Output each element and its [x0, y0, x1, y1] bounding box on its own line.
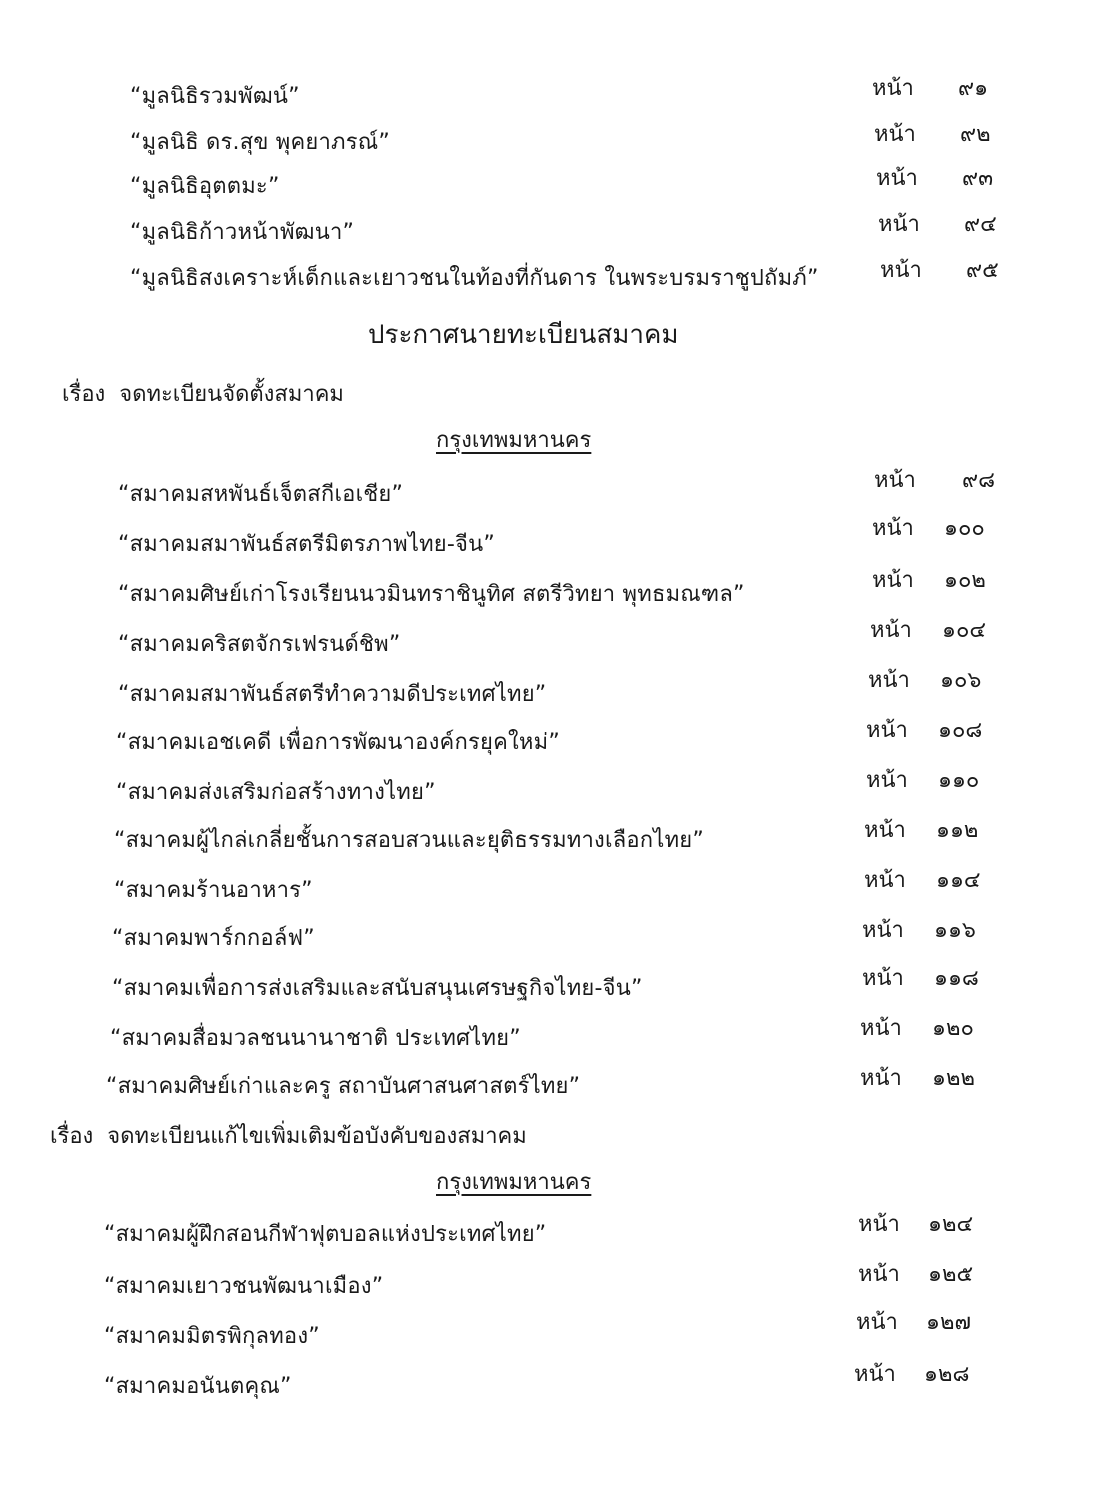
page-number: ๙๑ [958, 76, 989, 101]
page-label: หน้า [858, 1212, 900, 1237]
association-name: “สมาคมศิษย์เก่าและครู สถาบันศาสนศาสตร์ไทย” [106, 1074, 581, 1099]
page-number: ๑๑๐ [938, 768, 980, 793]
page-label: หน้า [872, 568, 914, 593]
list-item [0, 206, 1099, 246]
list-item [0, 160, 1099, 200]
list-item [0, 1010, 1099, 1050]
page-number: ๑๒๕ [928, 1262, 974, 1287]
page-number: ๑๑๖ [934, 918, 976, 943]
page-number: ๙๓ [962, 166, 994, 191]
page-number: ๑๐๒ [944, 568, 986, 593]
foundation-name: “มูลนิธิก้าวหน้าพัฒนา” [130, 220, 355, 245]
association-name: “สมาคมสื่อมวลชนนานาชาติ ประเทศไทย” [110, 1026, 521, 1051]
province-heading: กรุงเทพมหานคร [436, 428, 592, 453]
page-number: ๑๒๘ [924, 1362, 970, 1387]
list-item [0, 116, 1099, 156]
page-label: หน้า [876, 166, 918, 191]
page-number: ๑๑๘ [934, 966, 979, 991]
association-name: “สมาคมผู้ไกล่เกลี่ยชั้นการสอบสวนและยุติธรรมทางเลือกไทย” [114, 828, 704, 853]
association-name: “สมาคมมิตรพิกุลทอง” [104, 1324, 320, 1349]
list-item [0, 662, 1099, 707]
foundation-name: “มูลนิธิรวมพัฒน์” [130, 84, 300, 109]
section-heading: ประกาศนายทะเบียนสมาคม [368, 320, 679, 350]
page-number: ๑๒๒ [932, 1066, 975, 1091]
association-name: “สมาคมสมาพันธ์สตรีทำความดีประเทศไทย” [118, 682, 547, 707]
page-label: หน้า [858, 1262, 900, 1287]
page-number: ๙๒ [960, 122, 991, 147]
page-label: หน้า [864, 818, 906, 843]
list-item [0, 960, 1099, 1000]
page-number: ๑๑๔ [936, 868, 981, 893]
page-label: หน้า [880, 258, 922, 283]
page-label: หน้า [866, 768, 908, 793]
page-label: หน้า [872, 76, 914, 101]
page-label: หน้า [860, 1016, 902, 1041]
page-label: หน้า [856, 1310, 898, 1335]
list-item [0, 762, 1099, 805]
association-name: “สมาคมร้านอาหาร” [114, 878, 313, 903]
list-item [0, 70, 1099, 110]
association-name: “สมาคมสหพันธ์เจ็ตสกีเอเชีย” [118, 482, 404, 507]
association-name: “สมาคมผู้ฝึกสอนกีฬาฟุตบอลแห่งประเทศไทย” [104, 1222, 547, 1247]
page-label: หน้า [878, 212, 920, 237]
page-label: หน้า [854, 1362, 896, 1387]
subject-keyword: เรื่อง [62, 382, 106, 407]
association-name: “สมาคมเอชเคดี เพื่อการพัฒนาองค์กรยุคใหม่” [116, 730, 560, 755]
list-item [0, 862, 1099, 902]
page-label: หน้า [862, 918, 904, 943]
page-label: หน้า [860, 1066, 902, 1091]
page-label: หน้า [874, 468, 916, 493]
page-number: ๑๒๗ [926, 1310, 972, 1335]
list-item [0, 1356, 1099, 1399]
page-number: ๑๐๖ [940, 668, 982, 693]
page-label: หน้า [866, 718, 908, 743]
subject-keyword: เรื่อง [50, 1124, 94, 1149]
page-number: ๑๐๐ [944, 516, 985, 541]
subject-line [50, 1118, 527, 1153]
association-name: “สมาคมคริสตจักรเฟรนด์ชิพ” [118, 632, 401, 657]
association-name: “สมาคมศิษย์เก่าโรงเรียนนวมินทราชินูทิศ สตรีวิทยา พุทธมณฑล” [118, 582, 745, 607]
page-label: หน้า [874, 122, 916, 147]
page-number: ๙๔ [964, 212, 997, 237]
page-number: ๑๐๘ [938, 718, 983, 743]
page-number: ๙๕ [966, 258, 999, 283]
page-number: ๑๒๔ [928, 1212, 974, 1237]
page-number: ๙๘ [962, 468, 996, 493]
page-number: ๑๐๔ [942, 618, 987, 643]
list-item [0, 252, 1099, 292]
page-label: หน้า [864, 868, 906, 893]
association-name: “สมาคมสมาพันธ์สตรีมิตรภาพไทย-จีน” [118, 532, 495, 557]
page-number: ๑๑๒ [936, 818, 979, 843]
list-item [0, 712, 1099, 755]
list-item [0, 912, 1099, 952]
subject-line [62, 376, 344, 411]
page-label: หน้า [868, 668, 910, 693]
foundation-name: “มูลนิธิอุตตมะ” [130, 174, 280, 199]
list-item [0, 1060, 1099, 1100]
foundation-name: “มูลนิธิ ดร.สุข พุคยาภรณ์” [130, 130, 390, 155]
association-name: “สมาคมพาร์กกอล์ฟ” [112, 926, 315, 951]
province-heading: กรุงเทพมหานคร [436, 1170, 592, 1195]
association-name: “สมาคมเยาวชนพัฒนาเมือง” [104, 1274, 384, 1299]
association-name: “สมาคมส่งเสริมก่อสร้างทางไทย” [116, 780, 436, 805]
list-item [0, 510, 1099, 557]
list-item [0, 1304, 1099, 1349]
subject-text: จดทะเบียนจัดตั้งสมาคม [119, 382, 344, 407]
page-label: หน้า [870, 618, 912, 643]
list-item [0, 1206, 1099, 1246]
foundation-name: “มูลนิธิสงเคราะห์เด็กและเยาวชนในท้องที่กันดาร ในพระบรมราชูปถัมภ์” [130, 266, 819, 291]
list-item [0, 812, 1099, 852]
page-label: หน้า [862, 966, 904, 991]
page-number: ๑๒๐ [932, 1016, 974, 1041]
list-item [0, 462, 1099, 507]
list-item [0, 612, 1099, 657]
subject-text: จดทะเบียนแก้ไขเพิ่มเติมข้อบังคับของสมาคม [107, 1124, 527, 1149]
association-name: “สมาคมอนันตคุณ” [104, 1374, 292, 1399]
list-item [0, 1256, 1099, 1299]
page-label: หน้า [872, 516, 914, 541]
association-name: “สมาคมเพื่อการส่งเสริมและสนับสนุนเศรษฐกิจไทย-จีน” [112, 976, 643, 1001]
list-item [0, 562, 1099, 607]
